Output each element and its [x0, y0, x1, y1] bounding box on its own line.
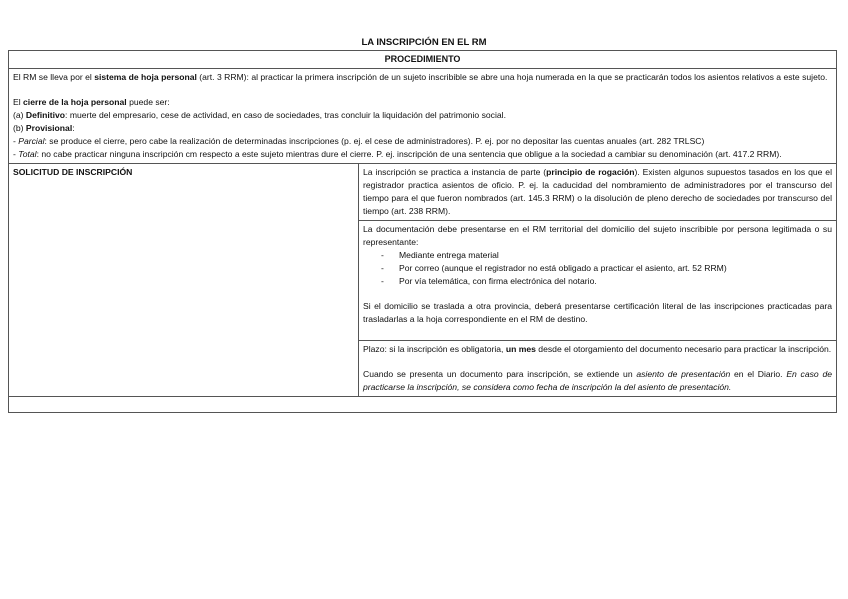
section-header-row: [9, 51, 837, 69]
total-label: Total: [18, 149, 37, 159]
rogacion-pre: La inscripción se practica a instancia de parte (: [363, 167, 547, 177]
list-item: - Mediante entrega material: [381, 249, 832, 262]
plazo-cell: [359, 341, 837, 397]
cierre-a-text: : muerte del empresario, cese de actividad, en caso de sociedades, tras concluir la liquidación del patrimonio social.: [65, 110, 506, 120]
total-dash: -: [13, 149, 19, 159]
domicilio-text: Si el domicilio se traslada a otra provincia, deberá presentarse certificación literal de las inscripciones practicadas para trasladarlas a la hoja correspondiente en el RM de destino.: [363, 301, 832, 324]
cierre-provisional: [13, 122, 832, 135]
intro-paragraph-1: [13, 71, 832, 84]
asiento-mid: en el Diario.: [730, 369, 787, 379]
cierre-b-bold: Provisional: [25, 123, 73, 133]
list-item: - Por correo (aunque el registrador no está obligado a practicar el asiento, art. 52 RRM): [381, 262, 832, 275]
asiento-text: [363, 368, 832, 394]
cierre-parcial: [13, 135, 832, 148]
intro-cell: [9, 69, 837, 164]
parcial-label: Parcial: [18, 136, 45, 146]
page-title: LA INSCRIPCIÓN EN EL RM: [361, 37, 487, 48]
list-item: - Por vía telemática, con firma electrónica del notario.: [381, 275, 832, 288]
intro-p2-post: puede ser:: [126, 97, 170, 107]
solicitud-row-1: [9, 164, 837, 221]
documentacion-cell: [359, 221, 837, 341]
asiento-italic-2: En caso de practicarse la inscripción, se considera como fecha de inscripción la del asiento de presentación.: [363, 369, 833, 392]
parcial-dash: -: [13, 136, 19, 146]
asiento-pre: Cuando se presenta un documento para inscripción, se extiende un: [363, 369, 637, 379]
total-text: : no cabe practicar ninguna inscripción cm respecto a este sujeto mientras dure el cierre. P. ej. inscripción de una sentencia que obligue a la sociedad a cambiar su denominación (art. 417.2 RRM).: [36, 149, 782, 159]
rogacion-post: ). Existen algunos supuestos tasados en los que el registrador practica asientos de oficio. P. ej. la caducidad del nombramiento de administradores por el transcurso del tiempo para el que fueron nombrados (art. 145.3 RRM) o la disolución de pleno derecho de sociedades por transcurso del tiempo (art. 238 RRM).: [363, 167, 832, 216]
rogacion-cell: [359, 164, 837, 221]
section-heading: PROCEDIMIENTO: [9, 51, 837, 69]
cierre-definitivo: [13, 109, 832, 122]
plazo-post: desde el otorgamiento del documento necesario para practicar la inscripción.: [535, 344, 832, 354]
intro-paragraph-2: [13, 96, 832, 109]
solicitud-label: SOLICITUD DE INSCRIPCIÓN: [9, 164, 359, 397]
asiento-italic: asiento de presentación: [636, 369, 731, 379]
plazo-pre: Plazo: si la inscripción es obligatoria,: [363, 344, 506, 354]
intro-p1-pre: El RM se lleva por el: [13, 72, 95, 82]
plazo-bold: un mes: [505, 344, 536, 354]
cierre-b-prefix: (b): [13, 123, 26, 133]
empty-row: [9, 397, 837, 413]
cierre-total: [13, 148, 832, 161]
documentacion-intro: La documentación debe presentarse en el RM territorial del domicilio del sujeto inscribible por persona legitimada o su representante:: [363, 224, 832, 247]
parcial-text: : se produce el cierre, pero cabe la realización de determinadas inscripciones (p. ej. el cese de administradores). P. ej. por no depositar las cuentas anuales (art. 282 TRLSC): [44, 136, 705, 146]
cierre-b-text: :: [72, 123, 75, 133]
intro-p2-pre: El: [13, 97, 24, 107]
presentation-methods-list: [363, 249, 832, 288]
plazo-text: [363, 343, 832, 356]
rogacion-bold: principio de rogación: [546, 167, 635, 177]
cierre-a-prefix: (a): [13, 110, 26, 120]
intro-p1-bold: sistema de hoja personal: [94, 72, 197, 82]
intro-p2-bold: cierre de la hoja personal: [23, 97, 127, 107]
intro-p1-post: (art. 3 RRM): al practicar la primera inscripción de un sujeto inscribible se abre una hoja numerada en la que se practicarán todos los asientos relativos a este sujeto.: [196, 72, 828, 82]
cierre-a-bold: Definitivo: [25, 110, 66, 120]
empty-cell: [9, 397, 837, 413]
intro-row: [9, 69, 837, 164]
procedure-table: [8, 50, 837, 413]
